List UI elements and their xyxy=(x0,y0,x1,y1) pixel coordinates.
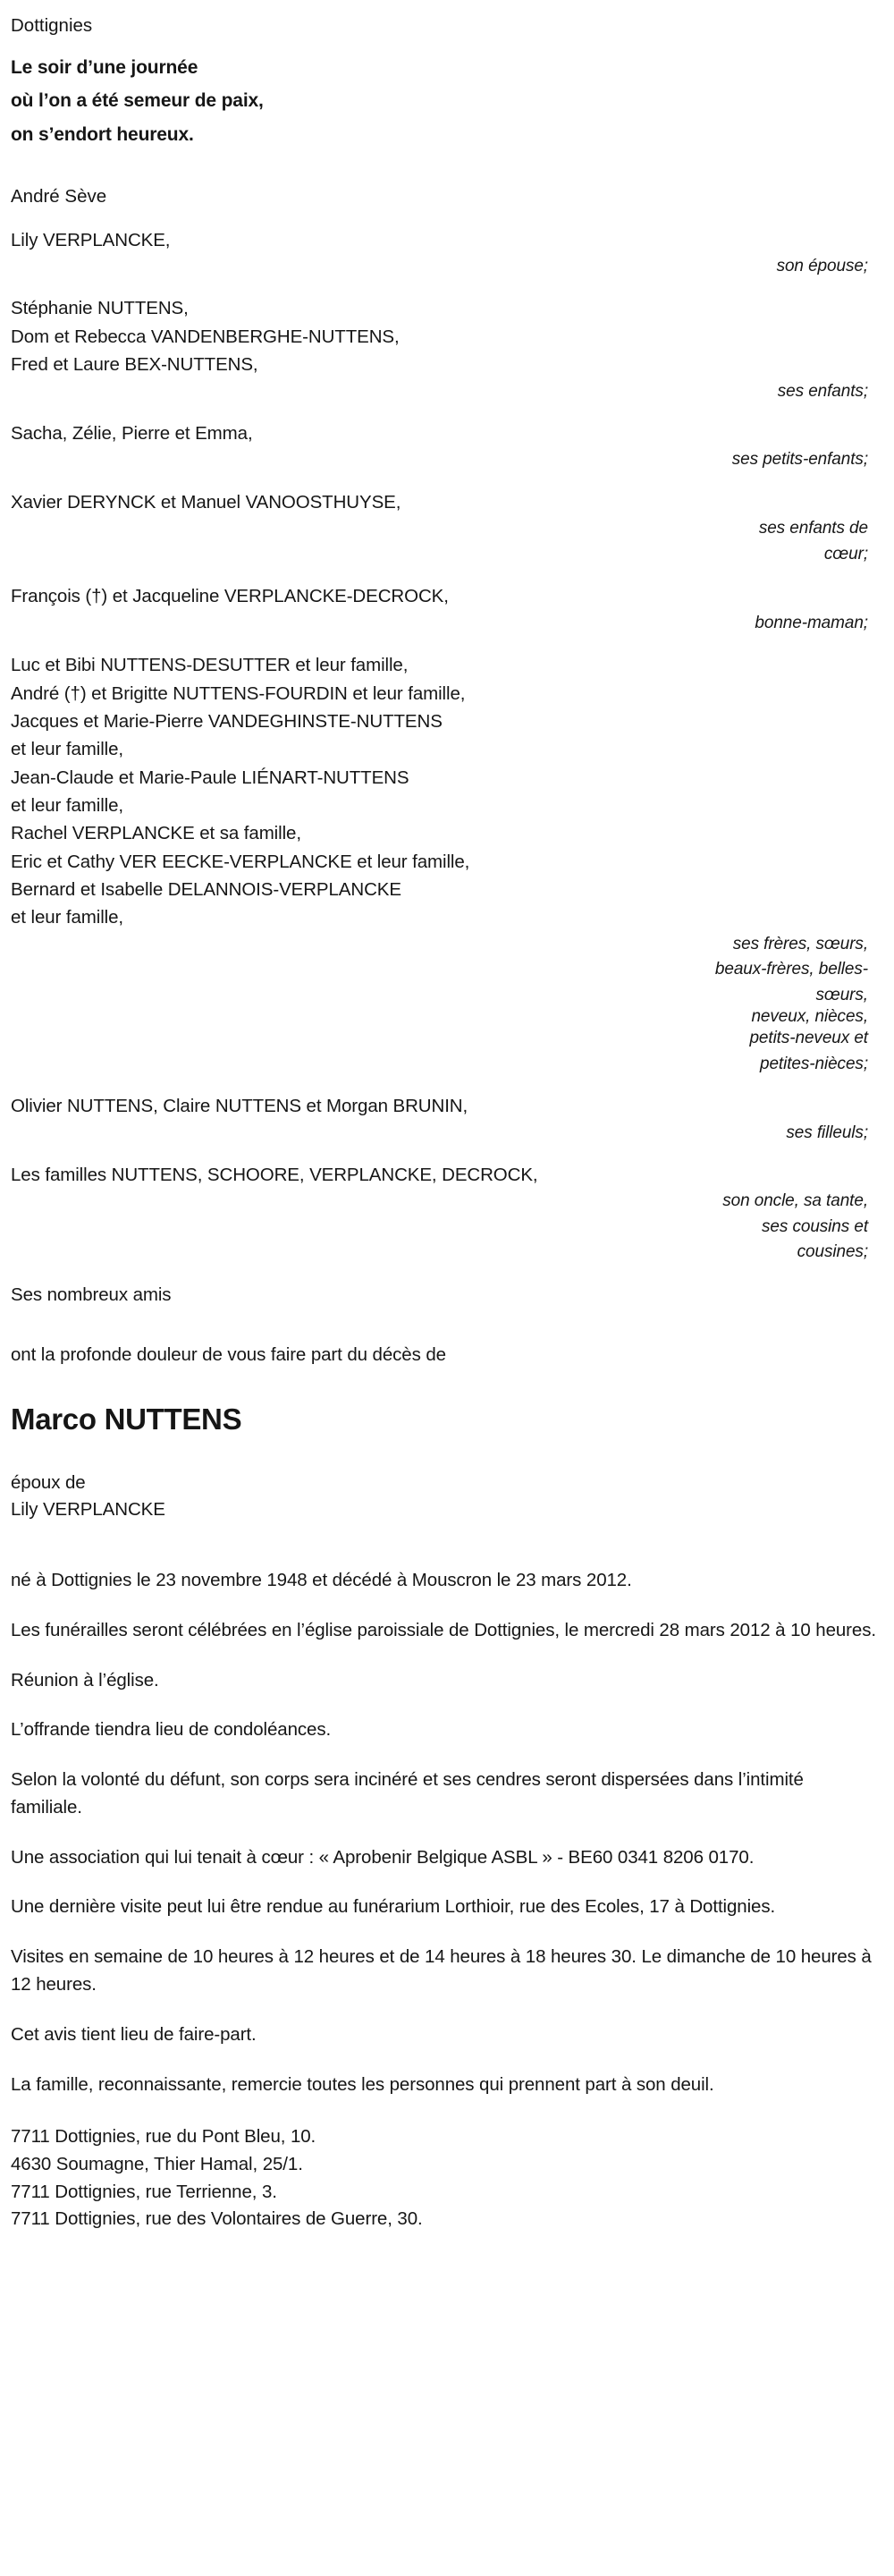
family-group xyxy=(11,488,880,567)
spacer xyxy=(11,1266,880,1281)
family-group xyxy=(11,294,880,404)
verse-attribution: André Sève xyxy=(11,185,107,207)
family-group xyxy=(11,226,880,280)
detail-paragraph: Réunion à l’église. xyxy=(11,1669,159,1690)
spacer xyxy=(11,473,880,488)
detail-paragraph: Une association qui lui tenait à cœur : « Aprobenir Belgique ASBL » - BE60 0341 8206 0170. xyxy=(11,1846,755,1868)
family-name-line: Stéphanie NUTTENS, xyxy=(11,298,189,319)
family-names xyxy=(11,488,880,516)
spacer xyxy=(11,567,880,582)
relation-line: ses petits-enfants; xyxy=(731,450,868,470)
detail-paragraph: Les funérailles seront célébrées en l’église paroissiale de Dottignies, le mercredi 28 mars 2012 à 10 heures. xyxy=(11,1619,876,1640)
spacer xyxy=(11,1077,880,1092)
announcement-text: ont la profonde douleur de vous faire part du décès de xyxy=(11,1344,446,1366)
family-name-line: Olivier NUTTENS, Claire NUTTENS et Morgan BRUNIN, xyxy=(11,1096,468,1117)
address-line: 7711 Dottignies, rue Terrienne, 3. xyxy=(11,2181,277,2202)
detail-paragraph: Cet avis tient lieu de faire-part. xyxy=(11,2024,257,2046)
detail-paragraph: né à Dottignies le 23 novembre 1948 et décédé à Mouscron le 23 mars 2012. xyxy=(11,1570,632,1591)
family-name-line: Rachel VERPLANCKE et sa famille, xyxy=(11,823,301,844)
family-group xyxy=(11,582,880,636)
relation-line: ses cousins et xyxy=(762,1216,868,1236)
family-group xyxy=(11,1092,880,1146)
relation-line: beaux-frères, belles- xyxy=(714,960,868,979)
deceased-name: Marco NUTTENS xyxy=(11,1402,242,1436)
detail-paragraph: La famille, reconnaissante, remercie toutes les personnes qui prennent part à son deuil. xyxy=(11,2073,714,2095)
spouse-label: époux de xyxy=(11,1472,86,1494)
family-name-line: Bernard et Isabelle DELANNOIS-VERPLANCKE xyxy=(11,879,401,901)
friends-line: Ses nombreux amis xyxy=(11,1284,172,1305)
relation-label xyxy=(11,447,880,473)
detail-paragraph: L’offrande tiendra lieu de condoléances. xyxy=(11,1719,332,1741)
family-name-line: Les familles NUTTENS, SCHOORE, VERPLANCKE, DECROCK, xyxy=(11,1165,538,1186)
verse-line: où l’on a été semeur de paix, xyxy=(11,90,264,112)
spouse-name: Lily VERPLANCKE xyxy=(11,1499,165,1521)
family-group xyxy=(11,1161,880,1266)
relation-line: petites-nièces; xyxy=(759,1054,868,1073)
relation-label xyxy=(11,611,880,637)
family-name-line: Lily VERPLANCKE, xyxy=(11,229,171,250)
spacer xyxy=(11,211,880,226)
address-section xyxy=(11,2123,880,2233)
spacer xyxy=(11,1309,880,1341)
relation-label xyxy=(11,932,880,1077)
detail-paragraph: Visites en semaine de 10 heures à 12 heures et de 14 heures à 18 heures 30. Le dimanche de 10 heures à 12 heures. xyxy=(11,1945,872,1996)
relation-line: ses enfants; xyxy=(777,381,868,401)
spacer xyxy=(11,636,880,651)
family-name-line: et leur famille, xyxy=(11,739,124,760)
family-names xyxy=(11,226,880,254)
relation-line: son épouse; xyxy=(776,256,868,275)
family-name-line: et leur famille, xyxy=(11,907,124,928)
family-name-line: Luc et Bibi NUTTENS-DESUTTER et leur famille, xyxy=(11,655,409,676)
family-names xyxy=(11,294,880,378)
address-line: 4630 Soumagne, Thier Hamal, 25/1. xyxy=(11,2153,303,2174)
relation-line: bonne-maman; xyxy=(755,613,868,632)
family-names xyxy=(11,1092,880,1120)
verse-block xyxy=(11,51,880,151)
relation-line: ses enfants de xyxy=(758,519,868,538)
family-name-line: et leur famille, xyxy=(11,794,124,816)
family-name-line: Jean-Claude et Marie-Paule LIÉNART-NUTTENS xyxy=(11,767,409,788)
relation-line: son oncle, sa tante, xyxy=(722,1191,868,1211)
relation-line: neveux, nièces, xyxy=(751,1007,868,1027)
family-names xyxy=(11,419,880,447)
relation-label xyxy=(11,379,880,405)
family-name-line: André (†) et Brigitte NUTTENS-FOURDIN et leur famille, xyxy=(11,682,466,704)
verse-line: on s’endort heureux. xyxy=(11,123,194,145)
spouse-block xyxy=(11,1470,880,1522)
address-line: 7711 Dottignies, rue des Volontaires de Guerre, 30. xyxy=(11,2208,423,2230)
spacer xyxy=(11,2098,880,2123)
relation-label xyxy=(11,1189,880,1266)
spacer xyxy=(11,404,880,419)
family-group xyxy=(11,651,880,1077)
family-name-line: François (†) et Jacqueline VERPLANCKE-DECROCK, xyxy=(11,586,449,607)
place-name: Dottignies xyxy=(11,15,93,36)
spacer xyxy=(11,1437,880,1470)
relation-line: sœurs, xyxy=(815,985,868,1004)
family-names xyxy=(11,651,880,932)
relation-label xyxy=(11,1121,880,1147)
relation-line: cœur; xyxy=(823,544,868,564)
family-name-line: Fred et Laure BEX-NUTTENS, xyxy=(11,354,258,376)
family-names xyxy=(11,1161,880,1189)
detail-paragraph: Selon la volonté du défunt, son corps sera incinéré et ses cendres seront dispersées dans l’intimité familiale. xyxy=(11,1768,804,1818)
details-section xyxy=(11,1566,880,2098)
family-group xyxy=(11,419,880,473)
family-groups xyxy=(11,226,880,1266)
family-name-line: Jacques et Marie-Pierre VANDEGHINSTE-NUTTENS xyxy=(11,710,443,732)
spacer xyxy=(11,151,880,183)
relation-line: ses filleuls; xyxy=(786,1123,868,1142)
family-name-line: Xavier DERYNCK et Manuel VANOOSTHUYSE, xyxy=(11,491,401,513)
spacer xyxy=(11,279,880,294)
family-names xyxy=(11,582,880,610)
address-line: 7711 Dottignies, rue du Pont Bleu, 10. xyxy=(11,2126,316,2148)
verse-line: Le soir d’une journée xyxy=(11,56,198,78)
spacer xyxy=(11,1146,880,1161)
family-name-line: Eric et Cathy VER EECKE-VERPLANCKE et leur famille, xyxy=(11,851,470,872)
relation-line: ses frères, sœurs, xyxy=(732,934,868,953)
detail-paragraph: Une dernière visite peut lui être rendue au funérarium Lorthioir, rue des Ecoles, 17 à Dottignies. xyxy=(11,1896,776,1918)
relation-label xyxy=(11,516,880,567)
spacer xyxy=(11,1368,880,1401)
family-name-line: Sacha, Zélie, Pierre et Emma, xyxy=(11,423,253,445)
relation-line: cousines; xyxy=(797,1242,868,1262)
relation-label xyxy=(11,254,880,280)
family-name-line: Dom et Rebecca VANDENBERGHE-NUTTENS, xyxy=(11,326,400,347)
spacer xyxy=(11,1523,880,1548)
relation-line: petits-neveux et xyxy=(749,1029,868,1048)
